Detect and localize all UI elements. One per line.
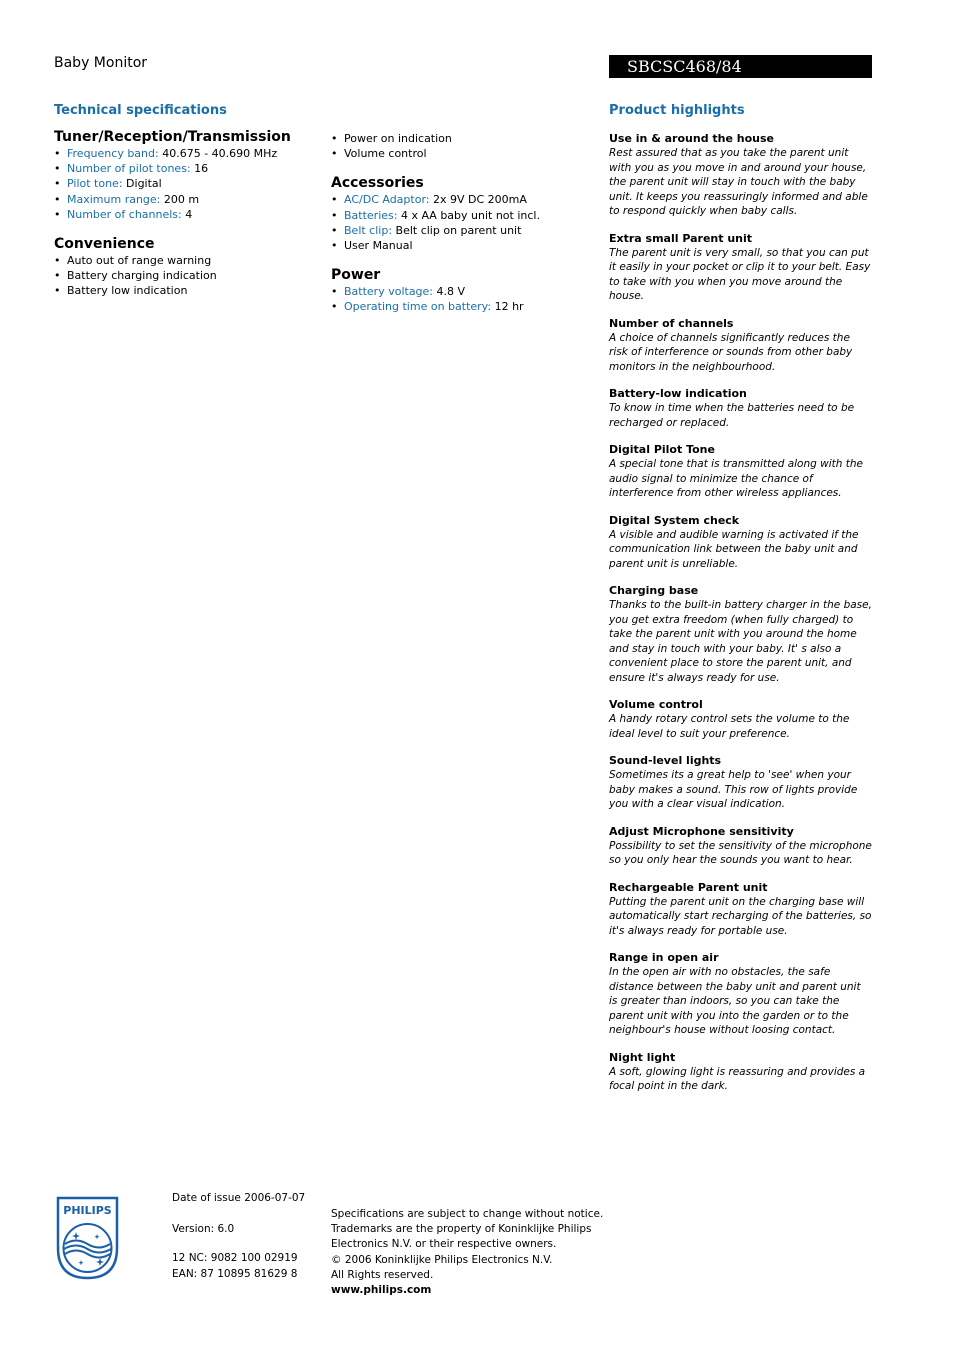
footer-legal <box>331 1207 603 1298</box>
spec-group <box>331 267 591 314</box>
legal-line: Electronics N.V. or their respective owners. <box>331 1238 557 1251</box>
spec-list <box>54 146 314 222</box>
spec-item <box>54 146 314 161</box>
highlight-title: Night light <box>609 1050 676 1064</box>
spec-key: Number of pilot tones: <box>67 162 191 176</box>
highlight-item <box>609 442 872 501</box>
spec-item <box>54 176 314 191</box>
highlight-title: Battery-low indication <box>609 387 747 400</box>
tech-specs-title: Technical specifications <box>54 103 227 118</box>
spec-item <box>331 208 591 223</box>
spec-value: Auto out of range warning <box>67 254 212 268</box>
spec-value: 16 <box>190 162 209 176</box>
spec-value: 40.675 - 40.690 MHz <box>158 147 278 160</box>
legal-line: Trademarks are the property of Koninklijke Philips <box>331 1223 592 1236</box>
spec-key: AC/DC Adaptor: <box>344 193 430 207</box>
spec-list <box>331 131 591 161</box>
spec-item <box>331 299 591 314</box>
highlight-title: Sound-level lights <box>609 754 722 767</box>
spec-item <box>54 207 314 222</box>
spec-value: Volume control <box>344 147 427 161</box>
highlight-item <box>609 513 872 572</box>
spec-group-title: Power <box>331 267 381 284</box>
spec-item <box>331 284 591 299</box>
spec-value: Battery low indication <box>67 284 188 298</box>
highlight-title: Range in open air <box>609 951 719 964</box>
highlight-item <box>609 231 872 304</box>
highlight-description: A soft, glowing light is reassuring and provides a focal point in the dark. <box>609 1065 866 1092</box>
highlight-title: Digital Pilot Tone <box>609 443 715 456</box>
highlight-title: Use in & around the house <box>609 132 774 145</box>
spec-value: Digital <box>122 177 162 191</box>
legal-line: © 2006 Koninklijke Philips Electronics N.V. <box>331 1253 553 1266</box>
spec-value: Battery charging indication <box>67 269 217 283</box>
spec-key: Battery voltage: <box>344 285 434 299</box>
spec-group-title: Tuner/Reception/Transmission <box>54 129 291 145</box>
spec-item <box>54 161 314 176</box>
highlight-item <box>609 1050 872 1094</box>
spec-list <box>331 192 591 253</box>
spec-group-title: Convenience <box>54 236 155 253</box>
spec-group-title: Accessories <box>331 175 424 192</box>
highlight-description: Sometimes its a great help to 'see' when your baby makes a sound. This row of lights provide you with a clear visual indication. <box>609 769 858 810</box>
nc-number: 12 NC: 9082 100 02919 <box>172 1252 298 1265</box>
spec-value: 2x 9V DC 200mA <box>429 193 527 207</box>
highlight-item <box>609 753 872 812</box>
version: Version: 6.0 <box>172 1223 235 1236</box>
spec-group <box>331 131 591 161</box>
spec-value: 4.8 V <box>433 285 466 299</box>
highlight-description: A choice of channels significantly reduces the risk of interference or sounds from other baby monitors in the neighbourhood. <box>609 331 853 373</box>
highlight-title: Charging base <box>609 584 699 597</box>
spec-item <box>331 146 591 161</box>
highlight-title: Extra small Parent unit <box>609 231 753 245</box>
spec-list <box>54 253 314 299</box>
logo-wordmark: PHILIPS <box>63 1204 112 1217</box>
spec-group <box>54 129 314 222</box>
product-name: Baby Monitor <box>54 55 148 71</box>
highlight-item <box>609 386 872 430</box>
website-link[interactable]: www.philips.com <box>331 1284 432 1297</box>
spec-column-2 <box>331 131 591 329</box>
highlight-item <box>609 131 872 219</box>
highlight-item <box>609 950 872 1038</box>
highlight-description: A visible and audible warning is activated if the communication link between the baby unit and parent unit is unreliable. <box>609 528 859 570</box>
spec-item <box>54 283 314 298</box>
highlight-title: Digital System check <box>609 513 740 527</box>
highlight-title: Volume control <box>609 698 703 711</box>
spec-key: Number of channels: <box>67 207 182 221</box>
spec-value: 4 <box>181 207 193 221</box>
spec-key: Batteries: <box>344 208 398 222</box>
highlight-description: To know in time when the batteries need to be recharged or replaced. <box>609 402 855 429</box>
spec-item <box>54 268 314 283</box>
spec-key: Frequency band: <box>67 147 159 160</box>
spec-value: 4 x AA baby unit not incl. <box>397 208 540 222</box>
spec-item <box>331 238 591 253</box>
footer-issue-info <box>172 1191 305 1282</box>
spec-key: Operating time on battery: <box>344 300 492 314</box>
spec-value: 200 m <box>160 192 200 206</box>
spec-group <box>54 236 314 299</box>
highlight-title: Rechargeable Parent unit <box>609 880 768 894</box>
highlights-list <box>609 131 872 1106</box>
spec-item <box>331 192 591 207</box>
highlight-description: Possibility to set the sensitivity of the microphone so you only hear the sounds you want to hear. <box>609 839 872 866</box>
spec-item <box>331 223 591 238</box>
spec-column-1 <box>54 129 314 313</box>
highlight-description: The parent unit is very small, so that you can put it easily in your pocket or clip it to your belt. Easy to take with you when you move around the house. <box>609 246 871 302</box>
spec-key: Pilot tone: <box>67 177 123 191</box>
spec-key: Belt clip: <box>344 223 393 237</box>
highlight-item <box>609 697 872 741</box>
spec-item <box>54 253 314 268</box>
highlight-title: Number of channels <box>609 316 734 330</box>
highlights-title: Product highlights <box>609 103 745 118</box>
issue-date: Date of issue 2006-07-07 <box>172 1192 306 1204</box>
spec-value: User Manual <box>344 239 413 253</box>
highlight-description: Putting the parent unit on the charging base will automatically start recharging of the batteries, so it's always ready for portable use. <box>609 895 872 937</box>
highlight-description: Rest assured that as you take the parent unit with you as you move in and around your house, the parent unit will stay in touch with the baby unit. It keeps you reassuringly informed and able to respond quickly when baby calls. <box>609 147 868 217</box>
highlight-item <box>609 583 872 685</box>
spec-group <box>331 175 591 253</box>
ean-number: EAN: 87 10895 81629 8 <box>172 1267 298 1280</box>
highlight-description: A special tone that is transmitted along with the audio signal to minimize the chance of interference from other wireless appliances. <box>609 458 863 499</box>
highlight-item <box>609 316 872 375</box>
highlight-description: Thanks to the built-in battery charger in the base, you get extra freedom (when fully charged) to take the parent unit with you around the home and stay in touch with your baby. It' s also a convenient place to store the parent unit, and ensure it's always ready for use. <box>609 599 872 684</box>
spec-key: Maximum range: <box>67 192 161 206</box>
spec-item <box>331 131 591 146</box>
spec-value: 12 hr <box>491 300 524 314</box>
highlight-title: Adjust Microphone sensitivity <box>609 824 794 838</box>
highlight-description: A handy rotary control sets the volume to the ideal level to suit your preference. <box>609 713 850 740</box>
legal-line: All Rights reserved. <box>331 1268 434 1281</box>
spec-item <box>54 192 314 207</box>
highlight-description: In the open air with no obstacles, the safe distance between the baby unit and parent unit is greater than indoors, so you can take the parent unit with you into the garden or to the neighbour's house without loosing contact. <box>609 966 861 1036</box>
spec-value: Belt clip on parent unit <box>392 223 522 237</box>
highlight-item <box>609 880 872 939</box>
model-number-bar: SBCSC468/84 <box>609 55 872 78</box>
legal-line: Specifications are subject to change without notice. <box>331 1208 604 1220</box>
philips-shield-logo <box>56 1196 119 1280</box>
spec-value: Power on indication <box>344 132 452 145</box>
highlight-item <box>609 824 872 868</box>
spec-list <box>331 284 591 314</box>
